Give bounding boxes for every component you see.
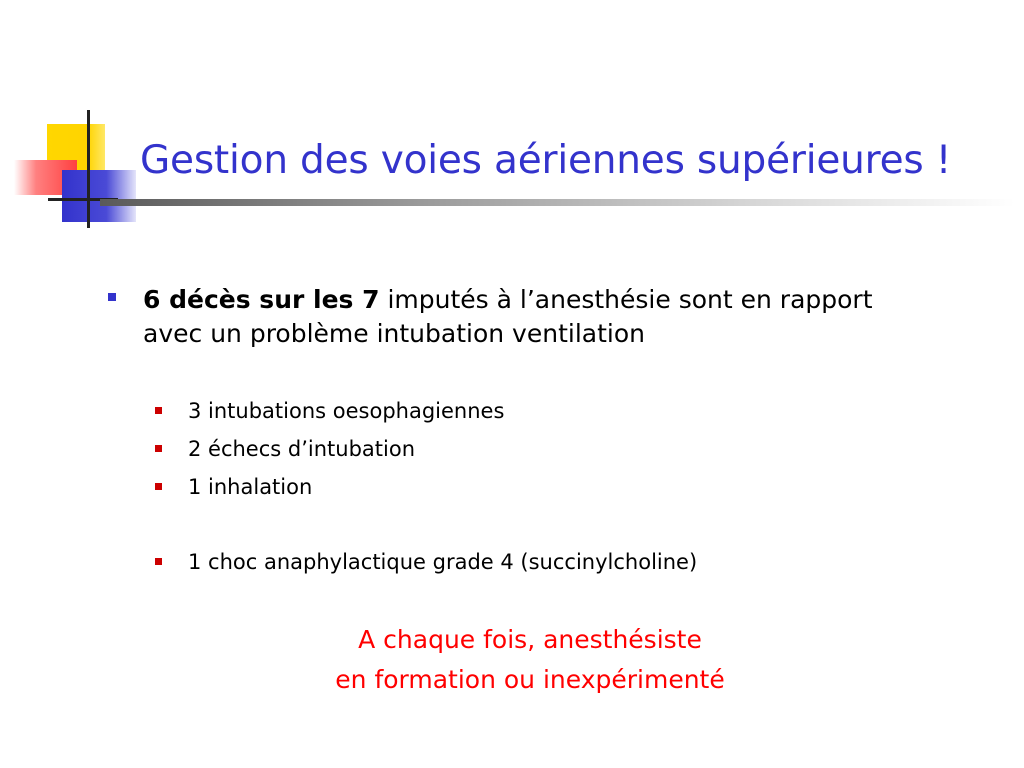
- decorative-vertical-line: [87, 110, 90, 228]
- sub-bullet-text: 3 intubations oesophagiennes: [188, 399, 505, 423]
- sub-bullet-text: 1 choc anaphylactique grade 4 (succinylcholine): [188, 550, 698, 574]
- conclusion-line-2: en formation ou inexpérimenté: [335, 665, 725, 694]
- sub-bullet-marker: [155, 407, 162, 414]
- sub-bullet-marker: [155, 558, 162, 565]
- sub-bullet-marker: [155, 483, 162, 490]
- sub-bullet-marker: [155, 445, 162, 452]
- main-bullet-rest: imputés à l’anesthésie sont en rapport avec un problème intubation ventilation: [143, 285, 873, 348]
- main-bullet-bold: 6 décès sur les 7: [143, 285, 380, 314]
- main-bullet-marker: [108, 293, 116, 301]
- main-bullet: [108, 283, 928, 351]
- sub-bullet-item: [155, 398, 915, 436]
- conclusion-line-1: A chaque fois, anesthésiste: [358, 625, 702, 654]
- sub-bullet-text: 2 échecs d’intubation: [188, 437, 416, 461]
- sub-bullet-text: 1 inhalation: [188, 475, 313, 499]
- slide-title: Gestion des voies aériennes supérieures !: [140, 138, 952, 183]
- sub-bullet-item: [155, 436, 915, 474]
- sub-bullet-list-1: [155, 398, 915, 512]
- sub-bullet-list-2: [155, 549, 915, 587]
- title-underline: [100, 199, 1015, 206]
- decorative-blue-block: [62, 170, 136, 222]
- sub-bullet-item: [155, 549, 915, 587]
- sub-bullet-item: [155, 474, 915, 512]
- conclusion-text: [220, 620, 840, 700]
- main-bullet-text: [143, 283, 928, 351]
